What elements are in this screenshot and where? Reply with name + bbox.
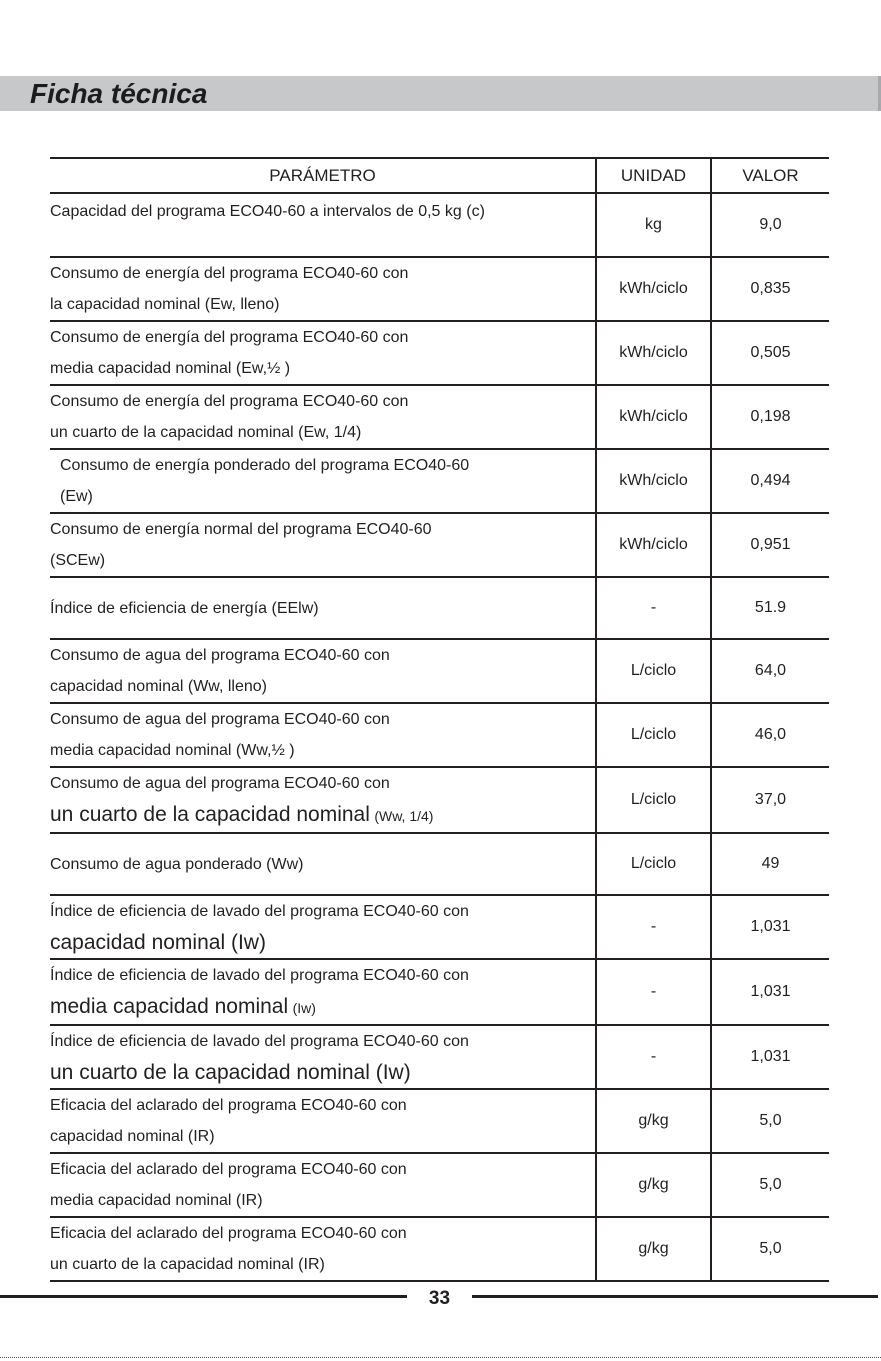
value-cell <box>711 833 829 895</box>
unit-cell: g/kg <box>596 1217 711 1281</box>
param-cell <box>50 193 596 257</box>
param-line-2: capacidad nominal (Ww, lleno) <box>50 678 267 695</box>
footer-rule-left <box>0 1295 407 1298</box>
param-cell <box>50 1217 596 1281</box>
spec-table <box>50 157 829 1282</box>
value-cell <box>711 1089 829 1153</box>
table-row <box>50 1217 829 1281</box>
value-cell <box>711 895 829 959</box>
param-line-1: Consumo de energía normal del programa ECO40-60 <box>50 521 432 538</box>
value-cell <box>711 577 829 639</box>
param-cell <box>50 449 596 513</box>
param-cell <box>50 703 596 767</box>
param-line-1: Consumo de agua del programa ECO40-60 con <box>50 711 390 728</box>
unit-cell: g/kg <box>596 1153 711 1217</box>
table-row <box>50 577 829 639</box>
table-row <box>50 1153 829 1217</box>
param-line-1: Consumo de energía ponderado del programa ECO40-60 <box>60 457 470 474</box>
value-cell <box>711 321 829 385</box>
table-row <box>50 321 829 385</box>
header-value: VALOR <box>711 158 829 193</box>
param-cell <box>50 1089 596 1153</box>
table-row <box>50 767 829 833</box>
unit-cell: g/kg <box>596 1089 711 1153</box>
unit-cell: L/ciclo <box>596 703 711 767</box>
param-line-1: Consumo de agua del programa ECO40-60 con <box>50 775 390 792</box>
param-text: Capacidad del programa ECO40-60 a intervalos de 0,5 kg (c) <box>50 203 485 220</box>
table-row <box>50 513 829 577</box>
param-line-2-small: (Ww, 1/4) <box>374 808 434 824</box>
footer-rule-right <box>472 1295 878 1298</box>
table-header-row <box>50 158 829 193</box>
unit-cell: - <box>596 577 711 639</box>
param-line-1: Índice de eficiencia de lavado del programa ECO40-60 con <box>50 1033 469 1050</box>
param-line-2: media capacidad nominal (Ew,½ ) <box>50 360 291 377</box>
param-line-2: (SCEw) <box>50 552 106 569</box>
unit-cell: L/ciclo <box>596 639 711 703</box>
param-cell <box>50 577 596 639</box>
unit-cell: kg <box>596 193 711 257</box>
unit-cell: L/ciclo <box>596 833 711 895</box>
param-line-1: Consumo de energía del programa ECO40-60 con <box>50 329 409 346</box>
param-cell <box>50 385 596 449</box>
table-row <box>50 1025 829 1089</box>
param-line-1: Consumo de energía del programa ECO40-60 con <box>50 393 409 410</box>
param-line-2 <box>50 991 595 1024</box>
table-row <box>50 959 829 1025</box>
param-line-2: un cuarto de la capacidad nominal (IR) <box>50 1256 325 1273</box>
unit-cell: kWh/ciclo <box>596 449 711 513</box>
unit-cell: - <box>596 895 711 959</box>
param-cell <box>50 959 596 1025</box>
table-row <box>50 1089 829 1153</box>
param-cell <box>50 257 596 321</box>
value-text: 0,198 <box>750 408 791 425</box>
value-text: 51.9 <box>754 599 787 616</box>
value-text: 46,0 <box>754 726 787 743</box>
value-cell <box>711 1217 829 1281</box>
value-cell <box>711 703 829 767</box>
param-line-1: Eficacia del aclarado del programa ECO40-60 con <box>50 1225 407 1242</box>
value-cell <box>711 513 829 577</box>
param-line-1: Consumo de energía del programa ECO40-60 con <box>50 265 409 282</box>
value-text: 0,494 <box>750 472 791 489</box>
value-text: 1,031 <box>750 918 791 935</box>
table-row <box>50 833 829 895</box>
value-text: 64,0 <box>754 662 787 679</box>
param-line-1: Eficacia del aclarado del programa ECO40-60 con <box>50 1097 407 1114</box>
param-line-1: Índice de eficiencia de lavado del programa ECO40-60 con <box>50 967 469 984</box>
value-cell <box>711 193 829 257</box>
value-text: 5,0 <box>759 1112 782 1129</box>
param-cell <box>50 1153 596 1217</box>
param-cell <box>50 513 596 577</box>
unit-cell: L/ciclo <box>596 767 711 833</box>
param-line-2: la capacidad nominal (Ew, lleno) <box>50 296 280 313</box>
value-cell <box>711 257 829 321</box>
value-text: 5,0 <box>759 1240 782 1257</box>
page-title: Ficha técnica <box>30 78 208 109</box>
table-row <box>50 449 829 513</box>
param-line-2-large: un cuarto de la capacidad nominal <box>50 803 370 826</box>
page-number: 33 <box>428 1288 451 1309</box>
value-cell <box>711 959 829 1025</box>
param-cell <box>50 321 596 385</box>
param-cell <box>50 895 596 959</box>
value-text: 49 <box>761 855 780 872</box>
table-row <box>50 703 829 767</box>
value-text: 5,0 <box>759 1176 782 1193</box>
param-cell <box>50 639 596 703</box>
value-cell <box>711 385 829 449</box>
value-text: 1,031 <box>750 1048 791 1065</box>
param-line-2-large: media capacidad nominal <box>50 995 289 1018</box>
param-line-2 <box>50 799 595 832</box>
param-line-2: media capacidad nominal (Ww,½ ) <box>50 742 295 759</box>
unit-cell: - <box>596 959 711 1025</box>
unit-cell: kWh/ciclo <box>596 385 711 449</box>
table-row <box>50 639 829 703</box>
header-unit: UNIDAD <box>596 158 711 193</box>
value-text: 0,505 <box>750 344 791 361</box>
value-cell <box>711 1153 829 1217</box>
value-text: 1,031 <box>750 983 791 1000</box>
param-line-2-large: un cuarto de la capacidad nominal (Iw) <box>50 1061 411 1084</box>
value-cell <box>711 767 829 833</box>
param-line-2: media capacidad nominal (IR) <box>50 1192 263 1209</box>
table-row <box>50 193 829 257</box>
param-line-2-large: capacidad nominal (Iw) <box>50 931 266 954</box>
table-row <box>50 257 829 321</box>
param-line-1: Índice de eficiencia de lavado del programa ECO40-60 con <box>50 903 469 920</box>
value-text: 37,0 <box>754 791 787 808</box>
param-line-2: (Ew) <box>60 488 93 505</box>
value-text: 0,951 <box>750 536 791 553</box>
param-line-2-small: (Iw) <box>292 1000 316 1016</box>
param-line-1: Eficacia del aclarado del programa ECO40-60 con <box>50 1161 407 1178</box>
value-cell <box>711 639 829 703</box>
param-cell <box>50 767 596 833</box>
param-line-1: Consumo de agua del programa ECO40-60 con <box>50 647 390 664</box>
value-text: 9,0 <box>759 216 782 233</box>
bottom-dotted-rule <box>0 1357 881 1358</box>
unit-cell: - <box>596 1025 711 1089</box>
param-line-2: capacidad nominal (IR) <box>50 1128 215 1145</box>
param-cell <box>50 1025 596 1089</box>
header-param: PARÁMETRO <box>50 158 596 193</box>
param-text: Consumo de agua ponderado (Ww) <box>50 855 304 873</box>
param-text: Índice de eficiencia de energía (EElw) <box>50 599 319 617</box>
param-cell <box>50 833 596 895</box>
value-cell <box>711 1025 829 1089</box>
value-cell <box>711 449 829 513</box>
unit-cell: kWh/ciclo <box>596 513 711 577</box>
table-row <box>50 895 829 959</box>
param-line-2: un cuarto de la capacidad nominal (Ew, 1/4) <box>50 424 362 441</box>
unit-cell: kWh/ciclo <box>596 321 711 385</box>
table-row <box>50 385 829 449</box>
value-text: 0,835 <box>750 280 791 297</box>
section-title-bar <box>0 76 881 111</box>
unit-cell: kWh/ciclo <box>596 257 711 321</box>
